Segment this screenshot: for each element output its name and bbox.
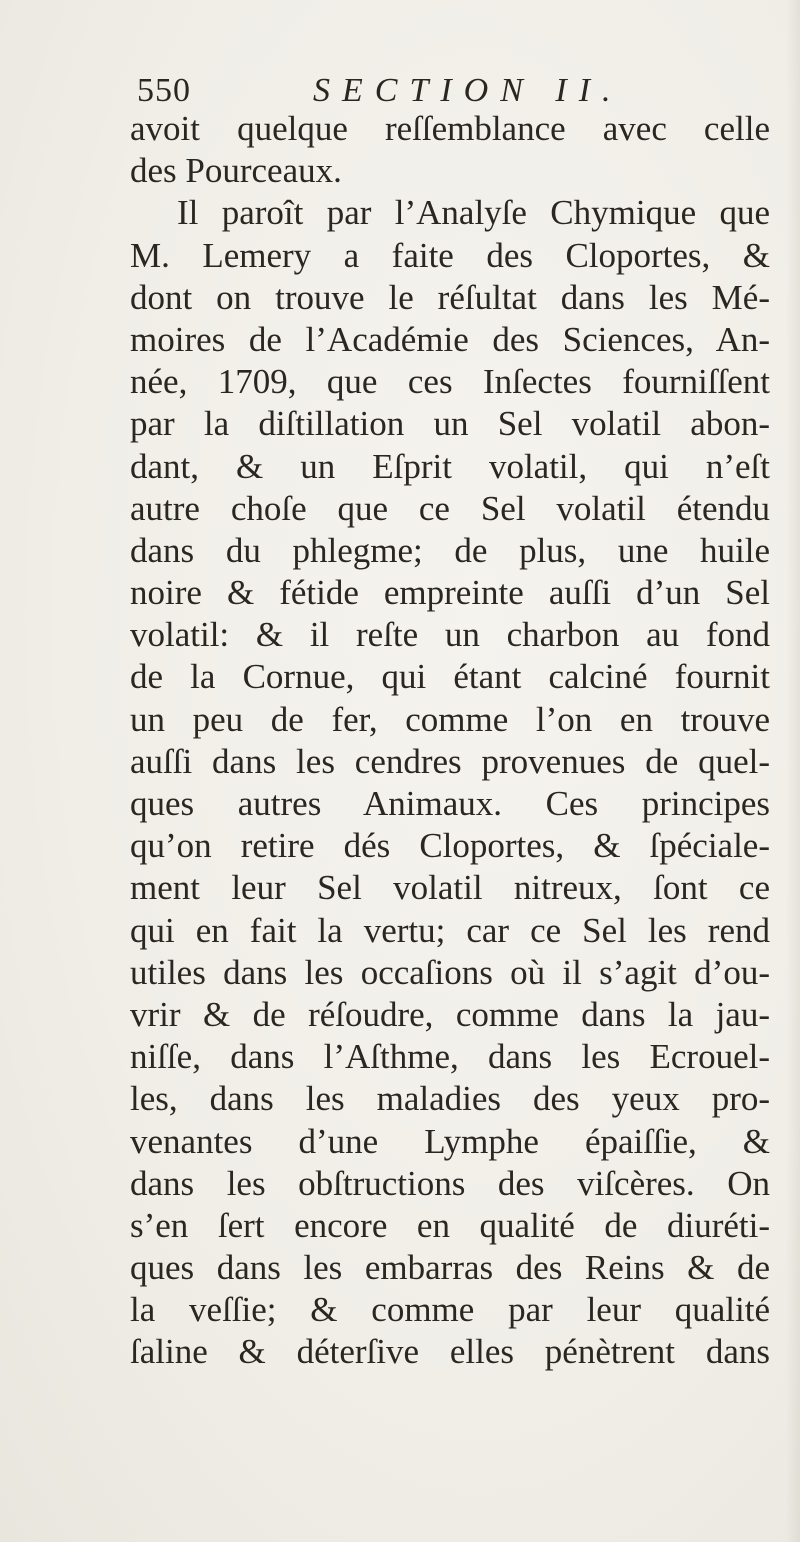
text-line: venantes d’une Lymphe épaiſſie, & — [130, 1121, 770, 1161]
text-line: niſſe, dans l’Aſthme, dans les Ecrouel- — [130, 1037, 770, 1077]
text-line: Il paroît par l’Analyſe Chymique que — [177, 193, 770, 233]
text-line: qui en fait la vertu; car ce Sel les rend — [130, 910, 770, 950]
text-line: autre choſe que ce Sel volatil étendu — [130, 488, 770, 528]
running-title: SECTION II. — [313, 72, 623, 109]
page-number: 550 — [137, 72, 191, 109]
text-line: volatil: & il reſte un charbon au fond — [130, 615, 770, 655]
text-line: noire & fétide empreinte auſſi d’un Sel — [130, 573, 770, 613]
text-line: ſaline & déterſive elles pénètrent dans — [130, 1332, 770, 1372]
text-line: ment leur Sel volatil nitreux, ſont ce — [130, 868, 770, 908]
text-line: un peu de fer, comme l’on en trouve — [130, 699, 770, 739]
text-line: utiles dans les occaſions où il s’agit d’ou- — [130, 952, 770, 992]
text-line: ques dans les embarras des Reins & de — [130, 1248, 770, 1288]
text-line: s’en ſert encore en qualité de diuréti- — [130, 1205, 770, 1245]
text-line: dans les obſtructions des viſcères. On — [130, 1163, 770, 1203]
text-line: dont on trouve le réſultat dans les Mé- — [130, 277, 770, 317]
text-line: avoit quelque reſſemblance avec celle — [130, 109, 770, 148]
text-line: des Pourceaux. — [130, 151, 342, 191]
text-line: les, dans les maladies des yeux pro- — [130, 1079, 770, 1119]
text-line: qu’on retire dés Cloportes, & ſpéciale- — [130, 826, 770, 866]
body-text — [130, 108, 770, 1374]
text-line: auſſi dans les cendres provenues de quel- — [130, 741, 770, 781]
text-line: par la diſtillation un Sel volatil abon- — [130, 404, 770, 444]
text-line: vrir & de réſoudre, comme dans la jau- — [130, 994, 770, 1034]
text-line: M. Lemery a faite des Cloportes, & — [130, 235, 770, 275]
text-line: née, 1709, que ces Inſectes fourniſſent — [130, 362, 770, 402]
text-line: ques autres Animaux. Ces principes — [130, 784, 770, 823]
text-line: dant, & un Eſprit volatil, qui n’eſt — [130, 446, 770, 486]
text-line: la veſſie; & comme par leur qualité — [130, 1290, 770, 1330]
text-line: de la Cornue, qui étant calciné fournit — [130, 657, 770, 697]
text-line: dans du phlegme; de plus, une huile — [130, 530, 770, 570]
text-line: moires de l’Académie des Sciences, An- — [130, 319, 770, 359]
page-edge-shadow — [786, 0, 800, 1542]
